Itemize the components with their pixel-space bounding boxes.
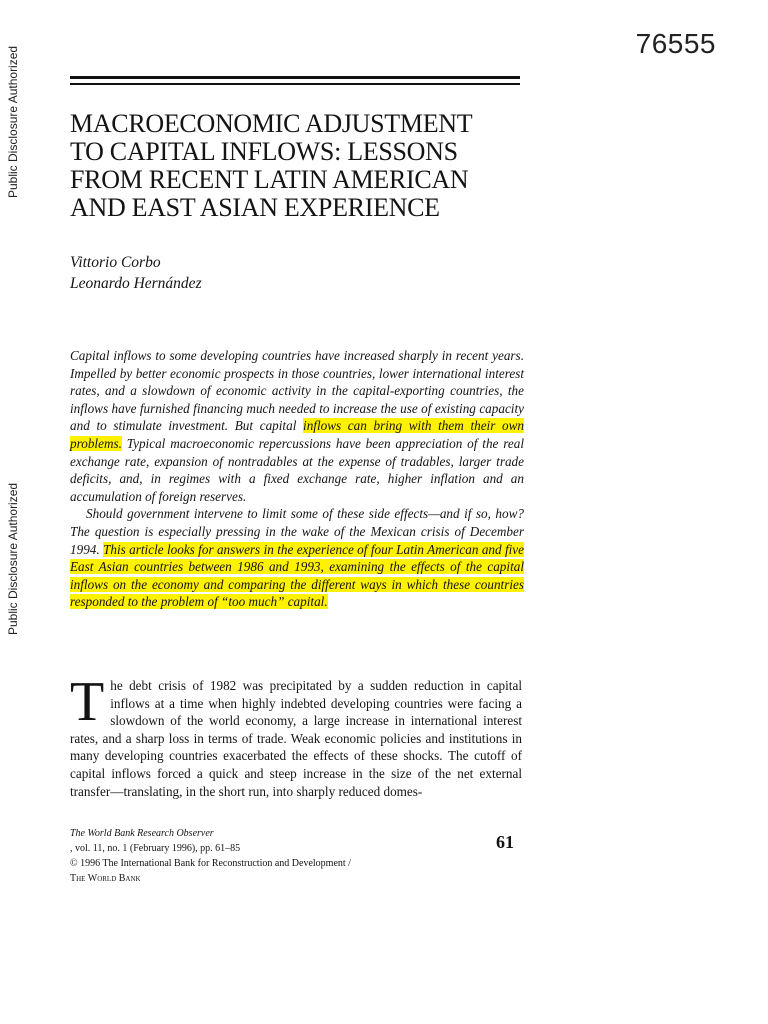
document-number: 76555: [635, 28, 716, 59]
abstract-text: Typical macroeconomic repercussions have been appreciation of the real exchange rate, expansion of nontradables at the expense of tradables, larger trade deficits, and, in regimes with a fixed exchange rate, higher inflation and an accumulation of foreign reserves.: [70, 435, 524, 504]
body-text: he debt crisis of 1982 was precipitated by a sudden reduction in capital inflows at a time when highly indebted developing countries were facing a slowdown of the world economy, a large increase in international interest rates, and a sharp loss in terms of trade. Weak economic policies and institutions in many developing countries exacerbated the effects of these shocks. The cutoff of capital inflows forced a quick and steep increase in the size of the net external transfer—translating, in the short run, into sharply reduced domes-: [70, 678, 522, 799]
citation-line: [70, 826, 520, 856]
abstract-text: Capital inflows to some developing countries have increased sharply in recent years. Impelled by better economic prospects in those countries, lower international interest rates, and a slowdown of economic activity in the capital-exporting countries, the inflows have furnished financing much needed to increase the use of existing capacity and to stimulate investment. But capital: [70, 348, 524, 434]
disclosure-stamp-middle: Public Disclosure Authorized: [6, 482, 20, 635]
abstract: [70, 347, 524, 611]
copyright-text: © 1996 The International Bank for Reconstruction and Development /: [70, 858, 351, 869]
citation-details: , vol. 11, no. 1 (February 1996), pp. 61–85: [70, 843, 241, 854]
abstract-paragraph: [70, 505, 524, 611]
title-line: AND EAST ASIAN EXPERIENCE: [70, 193, 440, 222]
title-rule-thin: [70, 83, 520, 85]
article-title: [70, 110, 530, 222]
abstract-text: Should government intervene to limit some of these side effects—and if so, how? The question is especially pressing in the wake of the Mexican crisis of December 1994.: [70, 506, 524, 557]
highlighted-text: inflows can bring with them their own problems.: [70, 418, 524, 451]
author-name: Vittorio Corbo: [70, 254, 161, 271]
title-line: MACROECONOMIC ADJUSTMENT: [70, 109, 473, 138]
disclosure-stamp-top: Public Disclosure Authorized: [6, 45, 20, 198]
page-number: 61: [496, 832, 514, 852]
author-name: Leonardo Hernández: [70, 275, 202, 292]
abstract-paragraph: [70, 347, 524, 505]
title-line: TO CAPITAL INFLOWS: LESSONS: [70, 137, 458, 166]
highlighted-text: This article looks for answers in the experience of four Latin American and five East Asian countries between 1986 and 1993, examining the effects of the capital inflows on the economy and comparing the different ways in which these countries responded to the problem of “too much” capital.: [70, 541, 525, 610]
drop-cap: T: [70, 671, 105, 733]
author-list: [70, 252, 202, 294]
copyright-line: [70, 856, 520, 886]
body-paragraph: [70, 671, 522, 800]
publisher-name: The World Bank: [70, 873, 141, 884]
title-line: FROM RECENT LATIN AMERICAN: [70, 165, 469, 194]
page-footer: [70, 826, 520, 886]
title-rule-thick: [70, 76, 520, 79]
journal-name: The World Bank Research Observer: [70, 828, 214, 839]
